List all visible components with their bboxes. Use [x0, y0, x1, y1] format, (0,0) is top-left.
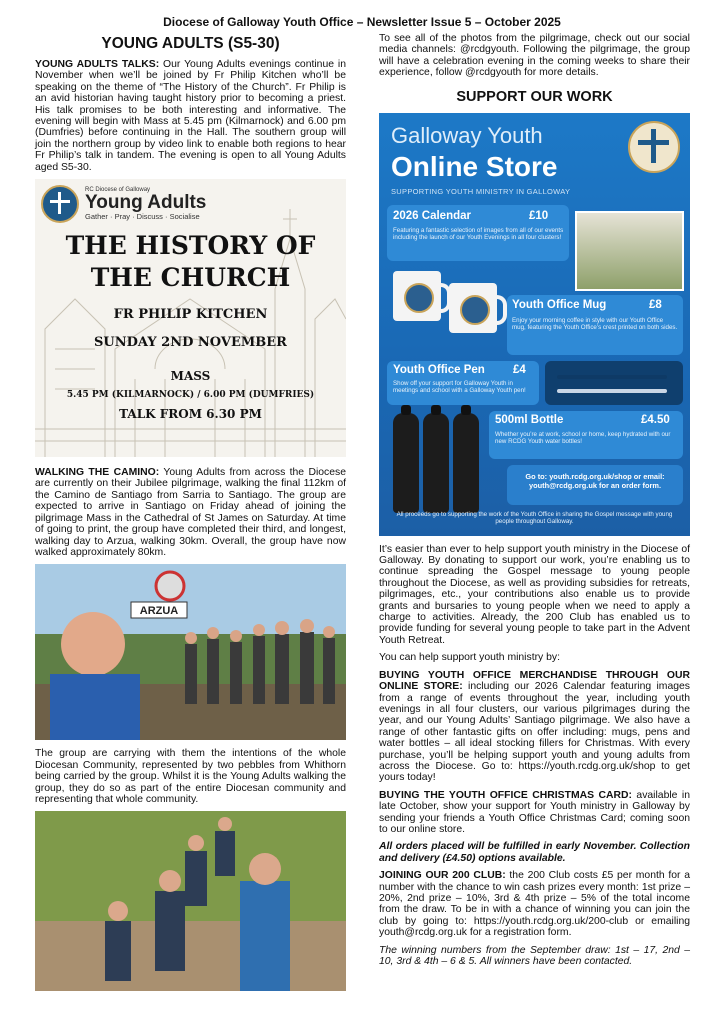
logo-big-text: Young Adults — [85, 192, 207, 214]
merchandise-paragraph — [379, 670, 690, 784]
talks-lead: YOUNG ADULTS TALKS: — [35, 59, 160, 70]
young-adults-heading: YOUNG ADULTS (S5-30) — [101, 35, 280, 52]
poster-speaker: FR PHILIP KITCHEN — [113, 307, 268, 323]
bottle-title: 500ml Bottle — [495, 413, 564, 426]
youth-office-crest-icon — [628, 121, 680, 173]
poster-date: SUNDAY 2ND NOVEMBER — [94, 335, 287, 351]
online-store-advert — [379, 113, 690, 536]
camino-group-photo — [35, 564, 346, 740]
mug-image-2 — [449, 283, 497, 333]
talks-paragraph — [35, 59, 346, 173]
newsletter-header: Diocese of Galloway Youth Office – Newsletter Issue 5 – October 2025 — [163, 15, 561, 29]
store-title-line2: Online Store — [391, 150, 558, 182]
camino-paragraph — [35, 467, 346, 558]
pen-title: Youth Office Pen — [393, 363, 485, 376]
poster-mass: MASS — [170, 369, 211, 384]
camino-text: Young Adults from across the Diocese are currently on their Jubilee pilgrimage, walking the final 112km of the Camino de Santiago from Sarria to Santiago. The group are expected to arrive in Santiago on Friday ahead of joining the pilgrimage Mass in the Cathedral of St James on Saturday. At time of going to print, the group have completed their third, and longest, walking day to Arzua, walking 30km. Overall, the group have now walked approximately 80km. — [35, 467, 346, 558]
club-paragraph — [379, 870, 690, 938]
support-intro-paragraph: It’s easier than ever to help support youth ministry in the Diocese of Galloway. By donating to support our work, you’re enabling us to continue spreading the Gospel message to young people throughout the Diocese, as well as providing subsidies for retreats, pilgrimages, etc., your contributions also enable us to provide grants and bursaries to young people when we need to apply a charge to activities. Already, the 200 Club has enabled us to provide funding for several young people to take part in the Advent Youth Retreat. — [379, 543, 690, 646]
camino-lead: WALKING THE CAMINO: — [35, 467, 160, 479]
calendar-title: 2026 Calendar — [393, 209, 471, 222]
mug-image-1 — [393, 271, 441, 321]
bottle-image-2 — [423, 413, 449, 513]
pen-image-panel — [545, 361, 683, 405]
mug-title: Youth Office Mug — [512, 298, 607, 311]
winners-paragraph: The winning numbers from the September draw: 1st – 17, 2nd – 10, 3rd & 4th – 6 & 5. All winners have been contacted. — [379, 944, 690, 968]
pen-image-2 — [557, 389, 667, 393]
store-footer: All proceeds go to supporting the work of the Youth Office in sharing the Gospel message with young people throughout Galloway. — [396, 510, 673, 525]
pebbles-paragraph: The group are carrying with them the intentions of the whole Diocesan Community, represented by two pebbles from Whithorn being carried by the group. Whilst it is the Young Adults walking the group, they do so as part of the entire Diocesan community and representing that whole community. — [35, 748, 346, 805]
orders-notice: All orders placed will be fulfilled in early November. Collection and delivery (£4.50) options available. — [379, 841, 690, 864]
bottle-image-3 — [453, 413, 479, 513]
pilgrims-walking-photo — [35, 811, 346, 991]
arzua-sign: ARZUA — [139, 605, 179, 618]
help-by-paragraph: You can help support youth ministry by: — [379, 652, 560, 664]
bottle-image-1 — [393, 413, 419, 513]
pen-text: Show off your support for Galloway Youth in meetings and school with a Galloway Youth pen! — [393, 379, 526, 395]
pen-image-1 — [557, 375, 667, 379]
merch-text: including our 2026 Calendar featuring images from a range of events throughout the year, including youth evenings in all four clusters, our various pilgrimages during the year, and our Young Adults’ Santiago pilgrimage. We also have a range of other fantastic gifts on offer including: mugs, pens and water bottles – all ideal stocking fillers for Christmas. With every purchase, you’ll be helping support youth and young adults from across the Diocese. Go to: https://youth.rcdg.org.uk/shop to get yours today! — [379, 681, 690, 784]
bottle-price: £4.50 — [641, 413, 670, 426]
calendar-price: £10 — [529, 209, 549, 222]
card-text: available in late October, show your support for Youth ministry in Galloway by sending your friends a Youth Office Christmas Card; coming soon to our online store. — [379, 789, 690, 835]
pen-price: £4 — [513, 363, 526, 376]
club-lead: JOINING OUR 200 CLUB: — [379, 870, 506, 882]
mug-price: £8 — [649, 298, 662, 311]
store-subtitle: SUPPORTING YOUTH MINISTRY IN GALLOWAY — [391, 186, 571, 196]
logo-tagline: Gather · Pray · Discuss · Socialise — [85, 212, 200, 222]
camino-photo-illustration — [35, 564, 346, 740]
mug-text: Enjoy your morning coffee in style with our Youth Office mug, featuring the Youth Office’s crest printed on both sides. — [512, 316, 678, 332]
card-lead: BUYING THE YOUTH OFFICE CHRISTMAS CARD: — [379, 789, 632, 801]
poster-times: 5.45 PM (KILMARNOCK) / 6.00 PM (DUMFRIES) — [66, 390, 315, 401]
merch-lead: BUYING YOUTH OFFICE MERCHANDISE THROUGH OUR ONLINE STORE: — [379, 669, 690, 693]
logo-small-text: RC Diocese of Galloway — [85, 187, 151, 194]
calendar-image — [575, 211, 684, 291]
poster-title-line1: THE HISTORY OF — [65, 231, 316, 261]
walking-photo-illustration — [35, 811, 346, 991]
order-text: Go to: youth.rcdg.org.uk/shop or email: youth@rcdg.org.uk for an order form. — [525, 471, 665, 490]
talks-text: Our Young Adults evenings continue in November when we’ll be joined by Fr Philip Kitchen who’ll be speaking on the theme of “The History of the Church”. Fr Philip is an avid historian having taught history prior to becoming a priest. His talk promises to be both interesting and informative. The evening will begin with Mass at 5.45 pm (Kilmarnock) and 6.00 pm (Dumfries) before continuing in the Hall. The southern group will join the northern group by video link to enable both regions to hear Fr Philip’s talk in tandem. The evening is open to all Young Adults aged S5-30. — [35, 59, 346, 173]
young-adults-logo — [41, 185, 206, 223]
poster-talk-time: TALK FROM 6.30 PM — [119, 407, 262, 422]
calendar-text: Featuring a fantastic selection of images from all of our events including the launch of our Youth Evenings in all four clusters! — [393, 226, 564, 242]
poster-title-line2: THE CHURCH — [90, 263, 291, 293]
christmas-card-paragraph — [379, 790, 690, 836]
club-text: the 200 Club costs £5 per month for a number with the chance to win cash prizes every month: 1st prize – 20%, 2nd prize – 10%, 3rd & 4th prize – 5% of the total income from the draw. To be in with a chance of winning you can join the club by going to: https://youth.rcdg.org.uk/200-club or emailing youth@rcdg.org.uk for a registration form. — [379, 870, 690, 939]
diocese-crest-icon — [41, 185, 79, 223]
right-column — [379, 33, 690, 973]
support-heading: SUPPORT OUR WORK — [456, 88, 613, 105]
history-talk-poster — [35, 179, 346, 457]
left-column — [35, 33, 346, 999]
bottle-text: Whether you’re at work, school or home, keep hydrated with our new RCDG Youth water bottles! — [495, 430, 671, 446]
store-title-line1: Galloway Youth — [391, 122, 543, 148]
photos-paragraph: To see all of the photos from the pilgrimage, check out our social media channels: @rcdgyouth. Following the pilgrimage, the group will have a celebration evening in the coming weeks to share their experience, follow @rcdgyouth for more details. — [379, 33, 690, 79]
